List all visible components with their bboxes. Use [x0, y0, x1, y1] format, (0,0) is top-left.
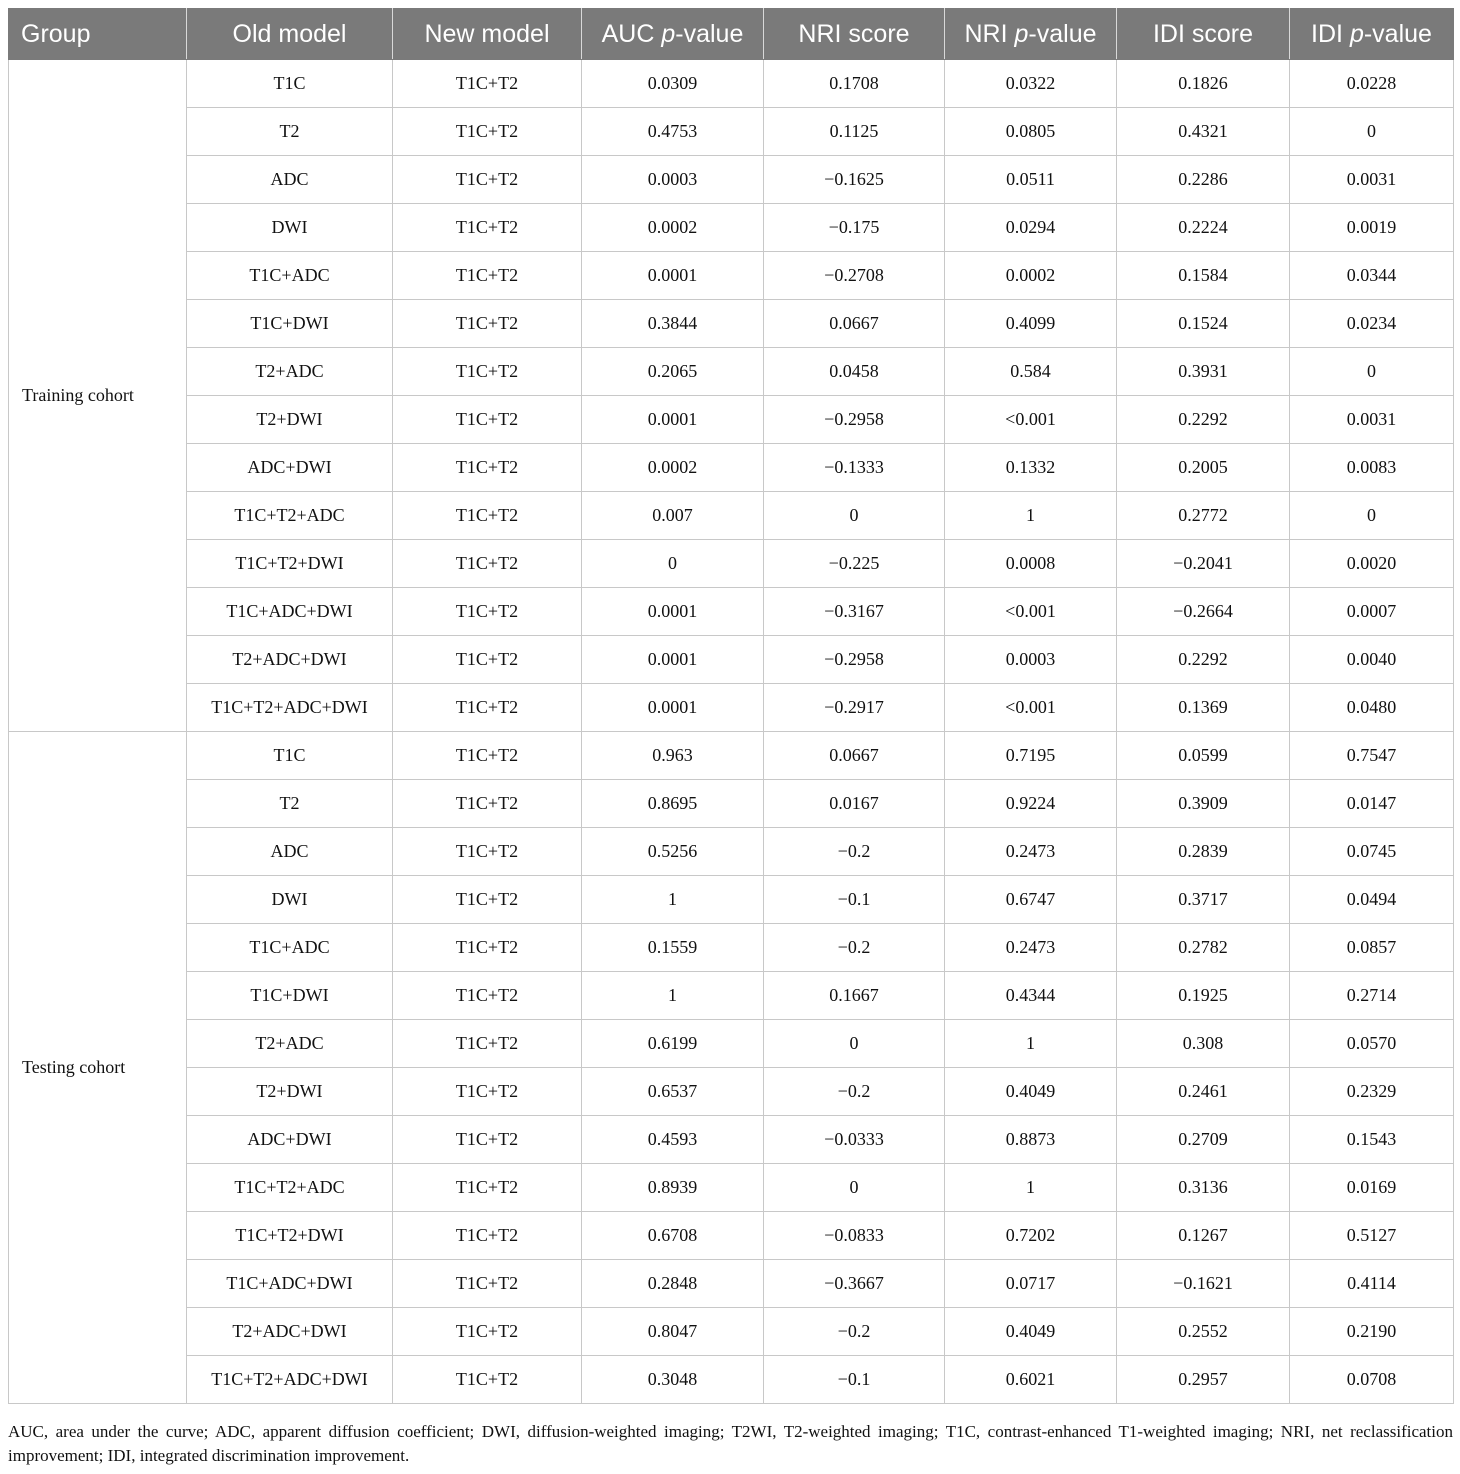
new-model-cell: T1C+T2	[393, 828, 582, 876]
table-row	[9, 156, 1454, 204]
new-model-cell: T1C+T2	[393, 252, 582, 300]
table-row	[9, 108, 1454, 156]
old-model-cell: T1C+ADC+DWI	[187, 588, 393, 636]
table-row	[9, 1212, 1454, 1260]
nri-p-value-cell: 0.2473	[945, 828, 1117, 876]
nri-score-cell: −0.2	[764, 828, 945, 876]
table-row	[9, 636, 1454, 684]
nri-p-value-cell: 0.0003	[945, 636, 1117, 684]
header-idi-score: IDI score	[1117, 9, 1290, 60]
new-model-cell: T1C+T2	[393, 636, 582, 684]
idi-score-cell: 0.3909	[1117, 780, 1290, 828]
nri-p-value-cell: 1	[945, 1164, 1117, 1212]
old-model-cell: T2	[187, 108, 393, 156]
idi-p-value-cell: 0.0169	[1290, 1164, 1454, 1212]
nri-score-cell: −0.2	[764, 1308, 945, 1356]
old-model-cell: T1C+ADC+DWI	[187, 1260, 393, 1308]
header-auc-p-value: AUC p-value	[582, 9, 764, 60]
idi-score-cell: 0.2709	[1117, 1116, 1290, 1164]
header-new-model: New model	[393, 9, 582, 60]
auc-p-value-cell: 0.8939	[582, 1164, 764, 1212]
idi-score-cell: 0.1524	[1117, 300, 1290, 348]
group-cell: Training cohort	[9, 60, 187, 732]
new-model-cell: T1C+T2	[393, 396, 582, 444]
header-old-model: Old model	[187, 9, 393, 60]
table-row	[9, 492, 1454, 540]
nri-p-value-cell: 0.0805	[945, 108, 1117, 156]
nri-score-cell: −0.2958	[764, 396, 945, 444]
table-row	[9, 1020, 1454, 1068]
old-model-cell: T1C+T2+DWI	[187, 540, 393, 588]
old-model-cell: ADC+DWI	[187, 1116, 393, 1164]
auc-p-value-cell: 0.0001	[582, 252, 764, 300]
old-model-cell: T2	[187, 780, 393, 828]
idi-score-cell: 0.2839	[1117, 828, 1290, 876]
auc-p-value-cell: 0.6537	[582, 1068, 764, 1116]
idi-p-value-cell: 0.0031	[1290, 156, 1454, 204]
idi-p-value-cell: 0.0494	[1290, 876, 1454, 924]
idi-score-cell: 0.1826	[1117, 60, 1290, 108]
idi-score-cell: 0.4321	[1117, 108, 1290, 156]
idi-p-value-cell: 0.0570	[1290, 1020, 1454, 1068]
new-model-cell: T1C+T2	[393, 1356, 582, 1404]
idi-score-cell: 0.1267	[1117, 1212, 1290, 1260]
auc-p-value-cell: 0.6199	[582, 1020, 764, 1068]
idi-score-cell: 0.1369	[1117, 684, 1290, 732]
table-row	[9, 684, 1454, 732]
idi-p-value-cell: 0	[1290, 348, 1454, 396]
idi-score-cell: 0.2772	[1117, 492, 1290, 540]
nri-p-value-cell: 0.7195	[945, 732, 1117, 780]
idi-p-value-cell: 0.0708	[1290, 1356, 1454, 1404]
idi-score-cell: 0.2782	[1117, 924, 1290, 972]
new-model-cell: T1C+T2	[393, 540, 582, 588]
nri-p-value-cell: <0.001	[945, 396, 1117, 444]
auc-p-value-cell: 0.6708	[582, 1212, 764, 1260]
old-model-cell: T1C	[187, 732, 393, 780]
nri-p-value-cell: 0.1332	[945, 444, 1117, 492]
nri-p-value-cell: 1	[945, 492, 1117, 540]
new-model-cell: T1C+T2	[393, 1308, 582, 1356]
idi-p-value-cell: 0.0480	[1290, 684, 1454, 732]
old-model-cell: ADC+DWI	[187, 444, 393, 492]
nri-score-cell: −0.3667	[764, 1260, 945, 1308]
idi-p-value-cell: 0.0019	[1290, 204, 1454, 252]
nri-score-cell: −0.225	[764, 540, 945, 588]
nri-score-cell: −0.2	[764, 924, 945, 972]
table-row	[9, 60, 1454, 108]
header-nri-score: NRI score	[764, 9, 945, 60]
old-model-cell: T1C	[187, 60, 393, 108]
new-model-cell: T1C+T2	[393, 780, 582, 828]
auc-p-value-cell: 0.0001	[582, 396, 764, 444]
auc-p-value-cell: 0.2065	[582, 348, 764, 396]
nri-score-cell: −0.0833	[764, 1212, 945, 1260]
new-model-cell: T1C+T2	[393, 1260, 582, 1308]
table-row	[9, 1260, 1454, 1308]
new-model-cell: T1C+T2	[393, 1068, 582, 1116]
table-row	[9, 924, 1454, 972]
nri-score-cell: 0.1667	[764, 972, 945, 1020]
new-model-cell: T1C+T2	[393, 444, 582, 492]
new-model-cell: T1C+T2	[393, 732, 582, 780]
nri-p-value-cell: 0.0717	[945, 1260, 1117, 1308]
table-row	[9, 1308, 1454, 1356]
nri-score-cell: −0.3167	[764, 588, 945, 636]
old-model-cell: T1C+T2+ADC	[187, 492, 393, 540]
idi-score-cell: 0.1925	[1117, 972, 1290, 1020]
auc-p-value-cell: 0.2848	[582, 1260, 764, 1308]
auc-p-value-cell: 0.0002	[582, 204, 764, 252]
group-cell: Testing cohort	[9, 732, 187, 1404]
model-comparison-table	[8, 8, 1454, 1404]
new-model-cell: T1C+T2	[393, 1116, 582, 1164]
idi-p-value-cell: 0.0031	[1290, 396, 1454, 444]
old-model-cell: T2+ADC+DWI	[187, 636, 393, 684]
idi-p-value-cell: 0.2190	[1290, 1308, 1454, 1356]
idi-score-cell: −0.2664	[1117, 588, 1290, 636]
old-model-cell: T1C+T2+ADC+DWI	[187, 1356, 393, 1404]
new-model-cell: T1C+T2	[393, 588, 582, 636]
auc-p-value-cell: 0.1559	[582, 924, 764, 972]
nri-score-cell: 0.1125	[764, 108, 945, 156]
nri-p-value-cell: 0.8873	[945, 1116, 1117, 1164]
nri-p-value-cell: 0.4049	[945, 1068, 1117, 1116]
idi-p-value-cell: 0.2329	[1290, 1068, 1454, 1116]
table-row	[9, 252, 1454, 300]
table-row	[9, 876, 1454, 924]
nri-score-cell: −0.2917	[764, 684, 945, 732]
nri-score-cell: 0.0167	[764, 780, 945, 828]
auc-p-value-cell: 0.4753	[582, 108, 764, 156]
results-table-container	[8, 8, 1453, 1404]
new-model-cell: T1C+T2	[393, 60, 582, 108]
nri-score-cell: 0.0667	[764, 300, 945, 348]
idi-score-cell: 0.3931	[1117, 348, 1290, 396]
auc-p-value-cell: 0.0001	[582, 588, 764, 636]
idi-p-value-cell: 0.0234	[1290, 300, 1454, 348]
auc-p-value-cell: 0.8047	[582, 1308, 764, 1356]
idi-score-cell: −0.2041	[1117, 540, 1290, 588]
table-row	[9, 348, 1454, 396]
idi-score-cell: 0.3717	[1117, 876, 1290, 924]
idi-score-cell: 0.308	[1117, 1020, 1290, 1068]
idi-p-value-cell: 0.0083	[1290, 444, 1454, 492]
header-nri-p-value: NRI p-value	[945, 9, 1117, 60]
old-model-cell: T1C+T2+DWI	[187, 1212, 393, 1260]
idi-score-cell: 0.2552	[1117, 1308, 1290, 1356]
nri-p-value-cell: 0.4049	[945, 1308, 1117, 1356]
idi-score-cell: 0.2292	[1117, 396, 1290, 444]
nri-p-value-cell: 0.0008	[945, 540, 1117, 588]
table-row	[9, 444, 1454, 492]
auc-p-value-cell: 0.3844	[582, 300, 764, 348]
idi-p-value-cell: 0.5127	[1290, 1212, 1454, 1260]
auc-p-value-cell: 0.0309	[582, 60, 764, 108]
new-model-cell: T1C+T2	[393, 204, 582, 252]
nri-p-value-cell: 0.0511	[945, 156, 1117, 204]
nri-p-value-cell: 0.0002	[945, 252, 1117, 300]
nri-p-value-cell: 0.4099	[945, 300, 1117, 348]
auc-p-value-cell: 0.007	[582, 492, 764, 540]
idi-score-cell: 0.2224	[1117, 204, 1290, 252]
idi-p-value-cell: 0.7547	[1290, 732, 1454, 780]
table-row	[9, 828, 1454, 876]
auc-p-value-cell: 1	[582, 876, 764, 924]
idi-p-value-cell: 0.0344	[1290, 252, 1454, 300]
nri-score-cell: 0	[764, 1164, 945, 1212]
auc-p-value-cell: 0.963	[582, 732, 764, 780]
new-model-cell: T1C+T2	[393, 924, 582, 972]
nri-score-cell: −0.2708	[764, 252, 945, 300]
old-model-cell: T2+DWI	[187, 1068, 393, 1116]
old-model-cell: T1C+T2+ADC+DWI	[187, 684, 393, 732]
idi-p-value-cell: 0.0020	[1290, 540, 1454, 588]
auc-p-value-cell: 0.0001	[582, 636, 764, 684]
header-idi-p-value: IDI p-value	[1290, 9, 1454, 60]
nri-score-cell: 0	[764, 1020, 945, 1068]
table-row	[9, 300, 1454, 348]
new-model-cell: T1C+T2	[393, 108, 582, 156]
table-body	[9, 60, 1454, 1404]
idi-score-cell: 0.2957	[1117, 1356, 1290, 1404]
table-row	[9, 1356, 1454, 1404]
nri-p-value-cell: <0.001	[945, 588, 1117, 636]
idi-p-value-cell: 0.0147	[1290, 780, 1454, 828]
nri-p-value-cell: 0.6747	[945, 876, 1117, 924]
idi-p-value-cell: 0	[1290, 108, 1454, 156]
nri-score-cell: −0.1	[764, 1356, 945, 1404]
idi-score-cell: 0.1584	[1117, 252, 1290, 300]
nri-score-cell: −0.1625	[764, 156, 945, 204]
idi-score-cell: 0.0599	[1117, 732, 1290, 780]
old-model-cell: T2+ADC	[187, 1020, 393, 1068]
new-model-cell: T1C+T2	[393, 1212, 582, 1260]
idi-score-cell: −0.1621	[1117, 1260, 1290, 1308]
table-row	[9, 588, 1454, 636]
nri-score-cell: −0.175	[764, 204, 945, 252]
idi-p-value-cell: 0	[1290, 492, 1454, 540]
nri-score-cell: 0.1708	[764, 60, 945, 108]
nri-score-cell: 0.0458	[764, 348, 945, 396]
new-model-cell: T1C+T2	[393, 300, 582, 348]
nri-p-value-cell: 0.7202	[945, 1212, 1117, 1260]
old-model-cell: T1C+DWI	[187, 972, 393, 1020]
idi-p-value-cell: 0.0040	[1290, 636, 1454, 684]
old-model-cell: T1C+ADC	[187, 252, 393, 300]
idi-score-cell: 0.2292	[1117, 636, 1290, 684]
nri-p-value-cell: 0.0322	[945, 60, 1117, 108]
table-row	[9, 1068, 1454, 1116]
table-row	[9, 1164, 1454, 1212]
idi-p-value-cell: 0.0228	[1290, 60, 1454, 108]
nri-p-value-cell: 0.2473	[945, 924, 1117, 972]
old-model-cell: ADC	[187, 828, 393, 876]
table-row	[9, 204, 1454, 252]
auc-p-value-cell: 0.0001	[582, 684, 764, 732]
new-model-cell: T1C+T2	[393, 972, 582, 1020]
auc-p-value-cell: 0.0003	[582, 156, 764, 204]
new-model-cell: T1C+T2	[393, 876, 582, 924]
auc-p-value-cell: 1	[582, 972, 764, 1020]
idi-p-value-cell: 0.0745	[1290, 828, 1454, 876]
table-row	[9, 972, 1454, 1020]
auc-p-value-cell: 0.0002	[582, 444, 764, 492]
nri-p-value-cell: 0.9224	[945, 780, 1117, 828]
old-model-cell: T1C+DWI	[187, 300, 393, 348]
nri-score-cell: −0.2958	[764, 636, 945, 684]
new-model-cell: T1C+T2	[393, 1020, 582, 1068]
table-row	[9, 732, 1454, 780]
table-row	[9, 1116, 1454, 1164]
old-model-cell: T2+ADC	[187, 348, 393, 396]
auc-p-value-cell: 0.3048	[582, 1356, 764, 1404]
new-model-cell: T1C+T2	[393, 684, 582, 732]
auc-p-value-cell: 0.5256	[582, 828, 764, 876]
nri-p-value-cell: 0.584	[945, 348, 1117, 396]
idi-score-cell: 0.3136	[1117, 1164, 1290, 1212]
nri-score-cell: −0.1	[764, 876, 945, 924]
table-row	[9, 780, 1454, 828]
nri-score-cell: −0.2	[764, 1068, 945, 1116]
nri-p-value-cell: 0.6021	[945, 1356, 1117, 1404]
idi-p-value-cell: 0.4114	[1290, 1260, 1454, 1308]
nri-p-value-cell: 1	[945, 1020, 1117, 1068]
old-model-cell: DWI	[187, 876, 393, 924]
nri-p-value-cell: 0.4344	[945, 972, 1117, 1020]
new-model-cell: T1C+T2	[393, 156, 582, 204]
auc-p-value-cell: 0	[582, 540, 764, 588]
header-group: Group	[9, 9, 187, 60]
auc-p-value-cell: 0.8695	[582, 780, 764, 828]
table-header	[9, 9, 1454, 60]
new-model-cell: T1C+T2	[393, 492, 582, 540]
idi-score-cell: 0.2461	[1117, 1068, 1290, 1116]
idi-p-value-cell: 0.0857	[1290, 924, 1454, 972]
nri-score-cell: 0	[764, 492, 945, 540]
nri-score-cell: −0.0333	[764, 1116, 945, 1164]
old-model-cell: DWI	[187, 204, 393, 252]
old-model-cell: T1C+T2+ADC	[187, 1164, 393, 1212]
old-model-cell: T1C+ADC	[187, 924, 393, 972]
old-model-cell: ADC	[187, 156, 393, 204]
nri-score-cell: 0.0667	[764, 732, 945, 780]
header-row	[9, 9, 1454, 60]
idi-p-value-cell: 0.2714	[1290, 972, 1454, 1020]
old-model-cell: T2+ADC+DWI	[187, 1308, 393, 1356]
idi-score-cell: 0.2005	[1117, 444, 1290, 492]
nri-p-value-cell: <0.001	[945, 684, 1117, 732]
nri-p-value-cell: 0.0294	[945, 204, 1117, 252]
idi-p-value-cell: 0.1543	[1290, 1116, 1454, 1164]
table-footnote: AUC, area under the curve; ADC, apparent diffusion coefficient; DWI, diffusion-weighted imaging; T2WI, T2-weighted imaging; T1C, contrast-enhanced T1-weighted imaging; NRI, net reclassification improvement; IDI, integrated discrimination improvement.	[8, 1422, 1453, 1465]
new-model-cell: T1C+T2	[393, 348, 582, 396]
nri-score-cell: −0.1333	[764, 444, 945, 492]
new-model-cell: T1C+T2	[393, 1164, 582, 1212]
old-model-cell: T2+DWI	[187, 396, 393, 444]
idi-score-cell: 0.2286	[1117, 156, 1290, 204]
table-row	[9, 396, 1454, 444]
idi-p-value-cell: 0.0007	[1290, 588, 1454, 636]
table-row	[9, 540, 1454, 588]
auc-p-value-cell: 0.4593	[582, 1116, 764, 1164]
